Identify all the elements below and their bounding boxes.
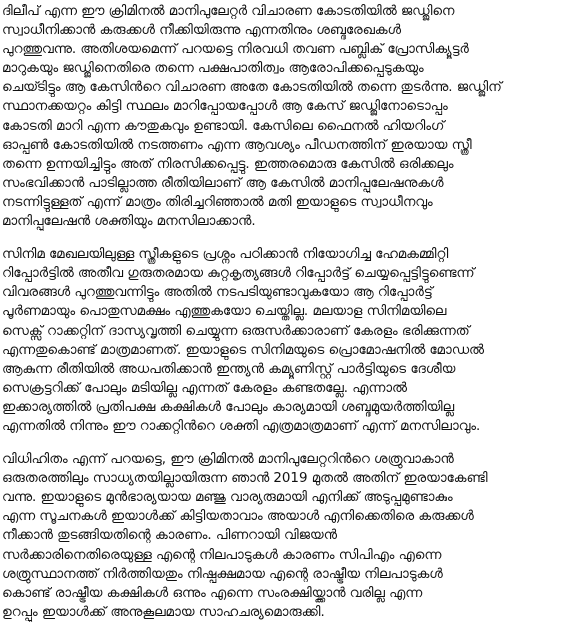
text-line: വിവരങ്ങൾ പുറത്തുവന്നിട്ടും അതിൽ നടപടിയുണ്ടാവുകയോ ആ റിപ്പോർട്ട് — [2, 285, 433, 301]
text-line: ഒരുതരത്തിലും സാധ്യതയില്ലായിരുന്ന ഞാൻ 2019 മുതൽ അതിന് ഇരയാകേണ്ടി — [2, 471, 488, 487]
text-line: ഇക്കാര്യത്തിൽ പ്രതിപക്ഷ കക്ഷികൾ പോലും കാര്യമായി ശബ്ദമുയർത്തിയില്ല — [2, 399, 455, 415]
text-line: പുറത്തുവന്നു. അതിശയമെന്ന് പറയട്ടെ നിരവധി തവണ പബ്ലിക് പ്രോസിക്യൂട്ടർ — [2, 42, 469, 58]
text-line: കോടതി മാറി എന്ന കൗതുകവും ഉണ്ടായി. കേസിലെ ഫൈനൽ ഹിയറിംഗ് — [2, 118, 445, 134]
text-line: സർക്കാരിനെതിരെയുള്ള എന്റെ നിലപാടുകൾ കാരണം സിപിഎം എന്നെ — [2, 547, 442, 563]
paragraph-2 — [2, 245, 586, 436]
text-line: എന്നതുകൊണ്ട് മാത്രമാണത്. ഇയാളുടെ സിനിമയുടെ പ്രൊമോഷനിൽ മോഡൽ — [2, 342, 484, 358]
text-line: വന്നു. ഇയാളുടെ മുൻഭാര്യയായ മഞ്ജു വാര്യരുമായി എനിക്ക് അടുപ്പമുണ്ടാകും — [2, 490, 453, 506]
paragraph-1 — [2, 2, 586, 231]
text-line: വിധിഹിതം എന്ന് പറയട്ടെ, ഈ ക്രിമിനൽ മാനിപുലേറ്ററിൻറെ ശത്രുവാകാൻ — [2, 452, 454, 468]
text-line: പൂർണമായും പൊതുസമക്ഷം എത്തുകയോ ചെയ്തില്ല. മലയാള സിനിമയിലെ — [2, 304, 447, 320]
text-line: സിനിമ മേഖലയിലുള്ള സ്ത്രീകളുടെ പ്രശ്നം പഠിക്കാൻ നിയോഗിച്ച ഹേമകമ്മിറ്റി — [2, 247, 449, 263]
text-line: സെക്രട്ടറിക്ക് പോലും മടിയില്ല എന്നത് കേരളം കണ്ടതല്ലേ. എന്നാൽ — [2, 380, 407, 396]
text-line: സെക്സ് റാക്കറ്റിന് ദാസ്യവൃത്തി ചെയ്യുന്ന ഒരുസർക്കാരാണ് കേരളം ഭരിക്കുന്നത് — [2, 323, 470, 339]
text-line: മാറുകയും ജഡ്ജിനെതിരെ തന്നെ പക്ഷപാതിത്വം ആരോപിക്കപ്പെടുകയും — [2, 61, 424, 77]
text-line: ആകുന്ന രീതിയിൽ അധപതിക്കാൻ ഇന്ത്യൻ കമ്യൂണിസ്റ്റ് പാർട്ടിയുടെ ദേശീയ — [2, 361, 456, 377]
text-line: ഓപ്പൺ കോടതിയിൽ നടത്തണം എന്ന ആവശ്യം പീഡനത്തിന് ഇരയായ സ്ത്രീ — [2, 137, 472, 153]
text-line: തന്നെ ഉന്നയിച്ചിട്ടും അത് നിരസിക്കപ്പെട്ടു. ഇത്തരമൊരു കേസിൽ ഒരിക്കലും — [2, 156, 454, 172]
paragraph-3 — [2, 450, 586, 622]
text-line: നടന്നിട്ടുള്ളത് എന്ന് മാത്രം തിരിച്ചറിഞ്ഞാൽ മതി ഇയാളുടെ സ്വാധീനവും — [2, 194, 433, 210]
text-line: നീക്കാൻ തുടങ്ങിയതിന്റെ കാരണം. പിണറായി വിജയൻ — [2, 528, 337, 544]
text-line: റിപ്പോർട്ടിൽ അതീവ ഗുരുതരമായ കുറ്റകൃത്യങ്ങൾ റിപ്പോർട്ട് ചെയ്യപ്പെട്ടിട്ടുണ്ടെന്ന് — [2, 266, 475, 282]
text-line: ദിലീപ് എന്ന ഈ ക്രിമിനൽ മാനിപുലേറ്റർ വിചാരണ കോടതിയിൽ ജഡ്ജിനെ — [2, 4, 455, 19]
text-line: സംഭവിക്കാൻ പാടില്ലാത്ത രീതിയിലാണ് ആ കേസിൽ മാനിപ്പുലേഷനുകൾ — [2, 175, 444, 191]
text-line: ചെയ്ടിട്ടും ആ കേസിൻറെ വിചാരണ അതേ കോടതിയിൽ തന്നെ തുടർന്നു. ജഡ്ജിന് — [2, 80, 502, 96]
text-line: ഉറപ്പും ഇയാൾക്ക് അനുകൂലമായ സാഹചര്യമൊരുക്കി. — [2, 604, 325, 620]
text-line: കൊണ്ട് രാഷ്ട്രീയ കക്ഷികൾ ഒന്നും എന്നെ സംരക്ഷിയ്ക്കാൻ വരില്ല എന്ന — [2, 585, 423, 601]
text-line: മാനിപ്പുലേഷൻ ശക്തിയും മനസിലാക്കാൻ. — [2, 214, 256, 230]
text-line: ശത്രുസ്ഥാനത്ത് നിർത്തിയതും നിഷ്പക്ഷമായ എന്റെ രാഷ്ട്രീയ നിലപാടുകൾ — [2, 566, 443, 582]
text-line: എന്നതിൽ നിന്നും ഈ റാക്കറ്റിൻറെ ശക്തി എത്രമാത്രമാണ് എന്ന് മനസിലാവും. — [2, 418, 481, 434]
text-line: സ്വാധീനിക്കാൻ കരുക്കൾ നീക്കിയിരുന്നു എന്നതിനും ശബ്ദരേഖകൾ — [2, 23, 402, 39]
text-line: സ്ഥാനക്കയറ്റം കിട്ടി സ്ഥലം മാറിപ്പോയപ്പോൾ ആ കേസ് ജഡ്ജിനോടൊപ്പം — [2, 99, 448, 115]
text-line: എന്ന സൂചനകൾ ഇയാൾക്ക് കിട്ടിയതാവാം അയാൾ എനിക്കെതിരെ കരുക്കൾ — [2, 509, 474, 525]
